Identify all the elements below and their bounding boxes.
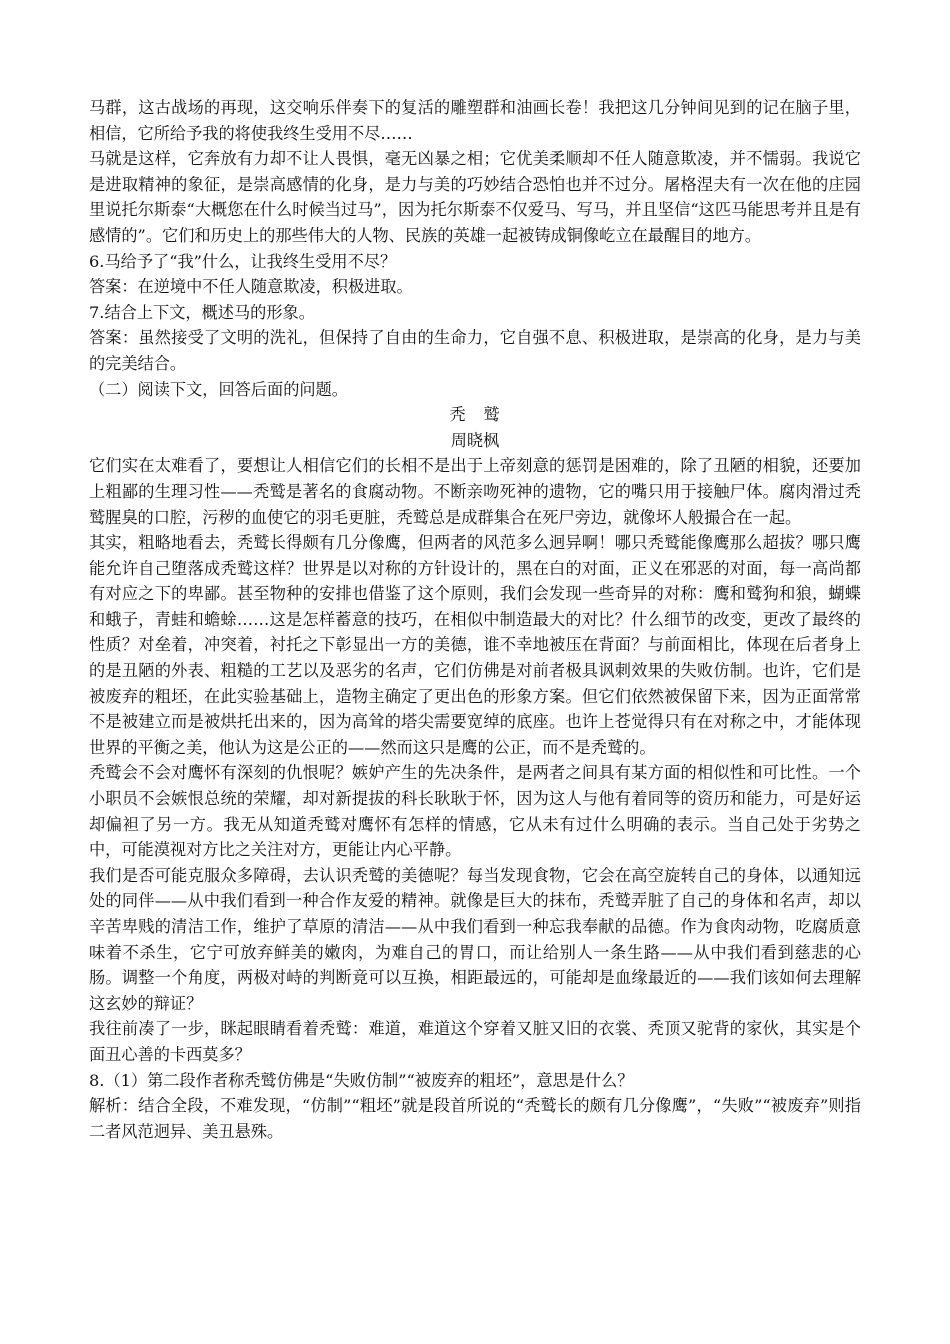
article-paragraph: 我们是否可能克服众多障碍，去认识秃鹫的美德呢？每当发现食物，它会在高空旋转自己的身体，以通知远处的同伴——从中我们看到一种合作友爱的精神。就像是巨大的抹布，秃鹫弄脏了自己的身体和名声，却以辛苦卑贱的清洁工作，维护了草原的清洁——从中我们看到一种忘我奉献的品德。作为食肉动物，吃腐质意味着不杀生，它宁可放弃鲜美的嫩肉，为难自己的胃口，而让给别人一条生路——从中我们看到慈悲的心肠。调整一个角度，两极对峙的判断竟可以互换，相距最远的，可能却是血缘最近的——我们该如何去理解这玄妙的辩证？ bbox=[89, 865, 861, 1013]
article-paragraph: 它们实在太难看了，要想让人相信它们的长相不是出于上帝刻意的惩罚是困难的，除了丑陋的相貌，还要加上粗鄙的生理习性——秃鹫是著名的食腐动物。不断亲吻死神的遗物，它的嘴只用于接触尸体。腐肉滑过秃鹫腥臭的口腔，污秽的血使它的羽毛更脏，秃鹫总是成群集合在死尸旁边，就像坏人般撮合在一起。 bbox=[89, 456, 861, 527]
passage-paragraph: 马群，这古战场的再现，这交响乐伴奏下的复活的雕塑群和油画长卷！我把这几分钟间见到的记在脑子里，相信，它所给予我的将使我终生受用不尽…… bbox=[89, 98, 861, 143]
question-6: 6.马给予了“我”什么，让我终生受用不尽？ bbox=[89, 251, 397, 271]
passage-paragraph: 马就是这样，它奔放有力却不让人畏惧，毫无凶暴之相；它优美柔顺却不任人随意欺凌，并不懦弱。我说它是进取精神的象征，是崇高感情的化身，是力与美的巧妙结合恐怕也并不过分。屠格涅夫有一次在他的庄园里说托尔斯泰“大概您在什么时候当过马”，因为托尔斯泰不仅爱马、写马，并且坚信“这匹马能思考并且是有感情的”。它们和历史上的那些伟大的人物、民族的英雄一起被铸成铜像屹立在最醒目的地方。 bbox=[89, 149, 861, 245]
answer-6: 答案：在逆境中不任人随意欺凌，积极进取。 bbox=[89, 277, 413, 297]
answer-7: 答案：虽然接受了文明的洗礼，但保持了自由的生命力，它自强不息、积极进取，是崇高的化身，是力与美的完美结合。 bbox=[89, 328, 861, 373]
article-paragraph: 其实，粗略地看去，秃鹫长得颇有几分像鹰，但两者的风范多么迥异啊！哪只秃鹫能像鹰那么超拔？哪只鹰能允许自己堕落成秃鹫这样？世界是以对称的方针设计的，黑在白的对面，正义在邪恶的对面，每一高尚都有对应之下的卑鄙。甚至物种的安排也借鉴了这个原则，我们会发现一些奇异的对称：鹰和鹫狗和狼，蝴蝶和蛾子，青蛙和蟾蜍……这是怎样蓄意的技巧，在相似中制造最大的对比？什么细节的改变，更改了最终的性质？对垒着，冲突着，衬托之下彰显出一方的美德，谁不幸地被压在背面？与前面相比，体现在后者身上的是丑陋的外表、粗糙的工艺以及恶劣的名声，它们仿佛是对前者极具讽刺效果的失败仿制。也许，它们是被废弃的粗坯，在此实验基础上，造物主确定了更出色的形象方案。但它们依然被保留下来，因为正面常常不是被建立而是被烘托出来的，因为高耸的塔尖需要宽绰的底座。也许上苍觉得只有在对称之中，才能体现世界的平衡之美，他认为这是公正的——然而这只是鹰的公正，而不是秃鹫的。 bbox=[89, 533, 861, 757]
article-author: 周晓枫 bbox=[450, 430, 500, 450]
question-8: 8.（1）第二段作者称秃鹫仿佛是“失败仿制”“被废弃的粗坯”，意思是什么？ bbox=[89, 1070, 634, 1090]
article-paragraph: 我往前凑了一步，眯起眼睛看着秃鹫：难道，难道这个穿着又脏又旧的衣裳、秃顶又驼背的家伙，其实是个面丑心善的卡西莫多？ bbox=[89, 1019, 861, 1064]
article-title: 秃 鹫 bbox=[449, 405, 501, 425]
document-page bbox=[89, 95, 861, 1144]
question-7: 7.结合上下文，概述马的形象。 bbox=[89, 302, 315, 322]
answer-8: 解析：结合全段，不难发现，“仿制”“粗坯”就是段首所说的“秃鹫长的颇有几分像鹰”，“失败”“被废弃”则指二者风范迥异、美丑悬殊。 bbox=[89, 1096, 861, 1141]
section-instruction: （二）阅读下文，回答后面的问题。 bbox=[89, 379, 348, 399]
article-paragraph: 秃鹫会不会对鹰怀有深刻的仇恨呢？嫉妒产生的先决条件，是两者之间具有某方面的相似性和可比性。一个小职员不会嫉恨总统的荣耀，却对新提拔的科长耿耿于怀，因为这人与他有着同等的资历和能力，可是好运却偏袒了另一方。我无从知道秃鹫对鹰怀有怎样的情感，它从未有过什么明确的表示。当自己处于劣势之中，可能漠视对方比之关注对方，更能让内心平静。 bbox=[89, 763, 861, 860]
